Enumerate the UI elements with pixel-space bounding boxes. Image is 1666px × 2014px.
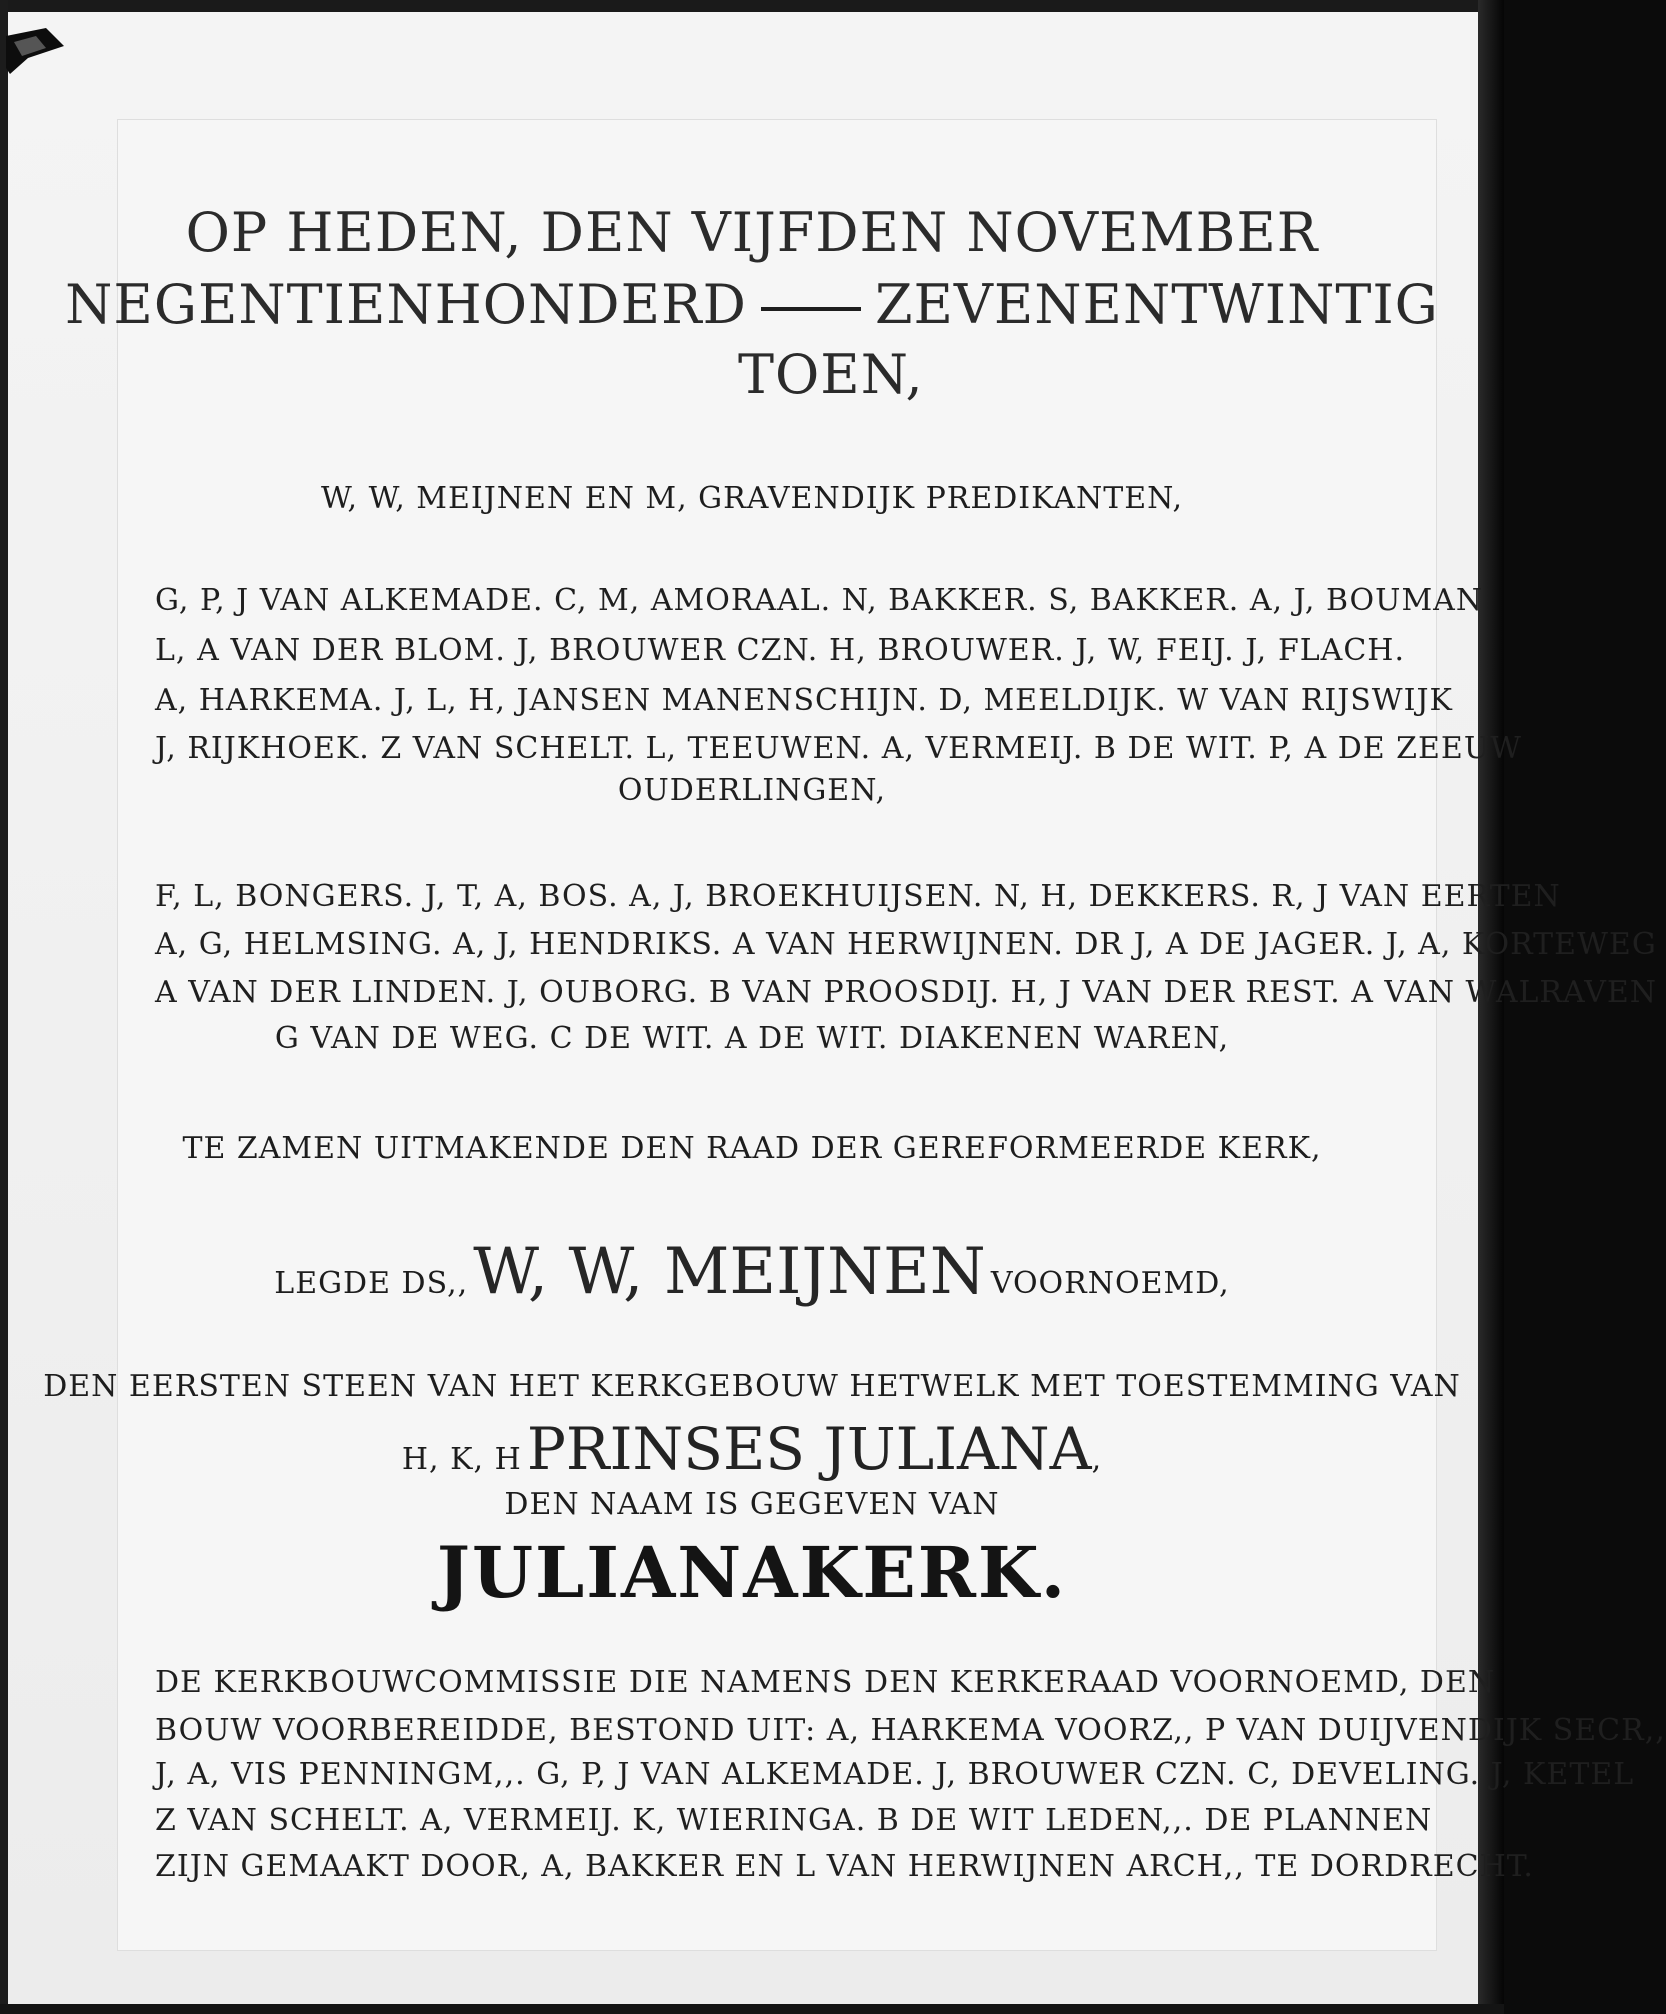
ouderlingen-line-2-text: L, A VAN DER BLOM. J, BROUWER CZN. H, BROUWER. J, W, FEIJ. J, FLACH. — [155, 633, 1405, 668]
naam-gegeven-text: DEN NAAM IS GEGEVEN VAN — [504, 1487, 1000, 1522]
raad-text: TE ZAMEN UITMAKENDE DEN RAAD DER GEREFORMEERDE KERK, — [182, 1131, 1322, 1166]
legde-name: W, W, MEIJNEN — [473, 1235, 986, 1309]
diakenen-line-2 — [155, 927, 1657, 962]
commissie-line-2 — [155, 1713, 1666, 1748]
heading-line-1-text: OP HEDEN, DEN VIJFDEN NOVEMBER — [185, 201, 1319, 264]
commissie-line-2-text: BOUW VOORBEREIDDE, BESTOND UIT: A, HARKEMA VOORZ,, P VAN DUIJVENDIJK SECR,, — [155, 1713, 1666, 1748]
raad-line — [0, 1131, 1504, 1166]
commissie-line-4-text: Z VAN SCHELT. A, VERMEIJ. K, WIERINGA. B DE WIT LEDEN,,. DE PLANNEN — [155, 1803, 1433, 1838]
legde-line — [0, 1235, 1504, 1309]
ouderlingen-line-3 — [155, 683, 1453, 718]
ouderlingen-line-1 — [155, 583, 1484, 618]
heading-line-3-text: TOEN, — [738, 343, 924, 406]
commissie-line-3 — [155, 1757, 1635, 1792]
prinses-suffix: , — [1091, 1442, 1103, 1477]
predikanten-text: W, W, MEIJNEN EN M, GRAVENDIJK PREDIKANTEN, — [320, 481, 1184, 516]
commissie-line-3-text: J, A, VIS PENNINGM,,. G, P, J VAN ALKEMADE. J, BROUWER CZN. C, DEVELING. J, KETEL — [155, 1757, 1635, 1792]
ouderlingen-line-2 — [155, 633, 1405, 668]
ouderlingen-line-4 — [155, 731, 1522, 766]
kerk-naam-line — [0, 1531, 1504, 1614]
diakenen-line-3 — [155, 975, 1658, 1010]
diakenen-line-1 — [155, 879, 1561, 914]
commissie-line-5 — [155, 1849, 1534, 1884]
commissie-line-1 — [155, 1665, 1496, 1700]
heading-line-1 — [0, 201, 1504, 264]
prinses-name: PRINSES JULIANA — [526, 1415, 1092, 1483]
ouderlingen-label — [0, 773, 1504, 808]
legde-suffix: VOORNOEMD, — [990, 1266, 1230, 1301]
naam-gegeven-line — [0, 1487, 1504, 1522]
prinses-prefix: H, K, H — [401, 1442, 522, 1477]
eerste-steen-text: DEN EERSTEN STEEN VAN HET KERKGEBOUW HETWELK MET TOESTEMMING VAN — [43, 1369, 1461, 1404]
commissie-line-1-text: DE KERKBOUWCOMMISSIE DIE NAMENS DEN KERKERAAD VOORNOEMD, DEN — [155, 1665, 1496, 1700]
commissie-line-5-text: ZIJN GEMAAKT DOOR, A, BAKKER EN L VAN HERWIJNEN ARCH,, TE DORDRECHT. — [155, 1849, 1534, 1884]
commissie-line-4 — [155, 1803, 1433, 1838]
predikanten-line — [0, 481, 1504, 516]
heading-line-2-right: ZEVENENTWINTIG — [874, 273, 1439, 336]
diakenen-last-line — [0, 1021, 1504, 1056]
kerk-naam-text: JULIANAKERK. — [436, 1531, 1068, 1614]
diakenen-line-1-text: F, L, BONGERS. J, T, A, BOS. A, J, BROEKHUIJSEN. N, H, DEKKERS. R, J VAN EERTEN — [155, 879, 1561, 914]
legde-prefix: LEGDE DS,, — [274, 1266, 469, 1301]
ouderlingen-line-1-text: G, P, J VAN ALKEMADE. C, M, AMORAAL. N, BAKKER. S, BAKKER. A, J, BOUMAN — [155, 583, 1484, 618]
diakenen-line-2-text: A, G, HELMSING. A, J, HENDRIKS. A VAN HERWIJNEN. DR J, A DE JAGER. J, A, KORTEWEG — [155, 927, 1657, 962]
ouderlingen-line-4-text: J, RIJKHOEK. Z VAN SCHELT. L, TEEUWEN. A, VERMEIJ. B DE WIT. P, A DE ZEEUW — [155, 731, 1522, 766]
heading-divider-rule — [761, 307, 861, 311]
diakenen-line-3-text: A VAN DER LINDEN. J, OUBORG. B VAN PROOSDIJ. H, J VAN DER REST. A VAN WALRAVEN — [155, 975, 1658, 1010]
heading-line-2-left: NEGENTIENHONDERD — [65, 273, 747, 336]
prinses-line — [0, 1415, 1504, 1483]
diakenen-last-line-text: G VAN DE WEG. C DE WIT. A DE WIT. DIAKENEN WAREN, — [274, 1021, 1230, 1056]
ouderlingen-label-text: OUDERLINGEN, — [617, 773, 887, 808]
heading-line-3 — [738, 343, 924, 406]
eerste-steen-line — [0, 1369, 1504, 1404]
ouderlingen-line-3-text: A, HARKEMA. J, L, H, JANSEN MANENSCHIJN. D, MEELDIJK. W VAN RIJSWIJK — [155, 683, 1453, 718]
heading-line-2 — [0, 273, 1504, 336]
